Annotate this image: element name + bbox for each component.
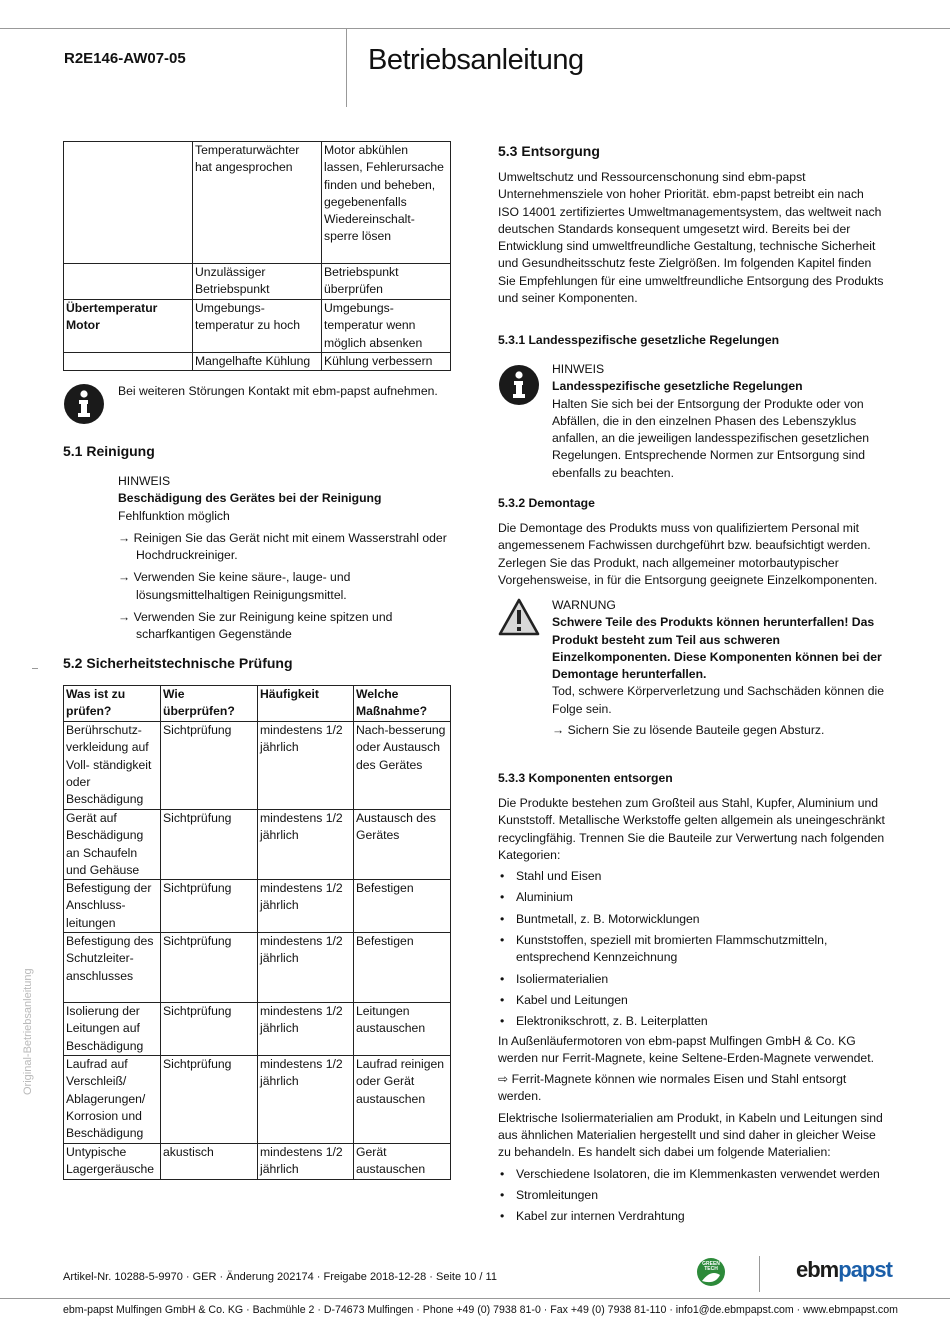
warning-action: → Sichern Sie zu lösende Bauteile gegen Absturz. (552, 723, 825, 738)
table-cell: Umgebungs-temperatur wenn möglich absenken (322, 300, 451, 353)
table-header-row (64, 686, 451, 722)
table-row (64, 722, 451, 810)
table-cell: Gerät auf Beschädigung an Schaufeln und Gehäuse (64, 810, 161, 880)
table-row (64, 264, 451, 300)
section-heading-5-3-2: 5.3.2 Demontage (498, 496, 595, 510)
list-item: • Elektronikschrott, z. B. Leiterplatten (498, 1013, 890, 1030)
table-cell: Sichtprüfung (161, 722, 258, 810)
table-cell: Befestigen (354, 880, 451, 933)
paragraph: Elektrische Isoliermaterialien am Produkt, in Kabeln und Leitungen sind aus ähnlichen Materialien hergestellt und sind daher in gleicher Weise zu behandeln. Es handelt sich dabei um folgende Materialien: (498, 1110, 883, 1160)
table-cell: Kühlung verbessern (322, 353, 451, 371)
table-row (64, 1144, 451, 1180)
table-cell: mindestens 1/2 jährlich (258, 1144, 354, 1180)
paragraph: In Außenläufermotoren von ebm-papst Mulfingen GmbH & Co. KG werden nur Ferrit-Magnete, keine Seltene-Erden-Magnete verwendet. (498, 1033, 874, 1065)
hint-item: ⇨ Ferrit-Magnete können wie normales Eisen und Stahl entsorgt werden. (498, 1072, 847, 1104)
list-item: • Verschiedene Isolatoren, die im Klemmenkasten verwendet werden (498, 1166, 890, 1183)
table-cell: Laufrad auf Verschleiß/ Ablagerungen/ Korrosion und Beschädigung (64, 1056, 161, 1144)
column-header: Welche Maßnahme? (354, 686, 451, 722)
table-cell: mindestens 1/2 jährlich (258, 933, 354, 1003)
note-title: Landesspezifische gesetzliche Regelungen (552, 379, 803, 394)
ebmpapst-logo (796, 1257, 892, 1283)
table-cell (64, 264, 193, 300)
table-cell: Sichtprüfung (161, 810, 258, 880)
table-cell: Sichtprüfung (161, 1003, 258, 1056)
note-label: HINWEIS (118, 474, 171, 488)
list-item: • Aluminium (498, 889, 890, 906)
list-item: • Stahl und Eisen (498, 868, 890, 885)
list-item: • Kabel und Leitungen (498, 992, 890, 1009)
contact-note: Bei weiteren Störungen Kontakt mit ebm-papst aufnehmen. (118, 384, 438, 398)
note-label: HINWEIS (552, 362, 605, 376)
table-cell: Berührschutz-verkleidung auf Voll- ständigkeit oder Beschädigung (64, 722, 161, 810)
table-cell: Übertemperatur Motor (64, 300, 193, 353)
footer-rule (0, 1298, 950, 1299)
note-text: Halten Sie sich bei der Entsorgung der Produkte oder von Abfällen, die in den einzelnen Phasen des Lebenszyklus anfallen, an die jeweiligen landesspezifischen gesetzlichen Regelungen. Entsprechende Normen zur Entsorgung sind ebenfalls zu beachten. (552, 396, 870, 480)
table-cell: Sichtprüfung (161, 880, 258, 933)
column-header: Was ist zu prüfen? (64, 686, 161, 722)
table-row (64, 1003, 451, 1056)
list-item: • Stromleitungen (498, 1187, 890, 1204)
footer-divider (759, 1256, 760, 1292)
table-cell: Befestigen (354, 933, 451, 1003)
column-header: Wie überprüfen? (161, 686, 258, 722)
section-heading-5-3-3: 5.3.3 Komponenten entsorgen (498, 771, 673, 785)
section-heading-5-3: 5.3 Entsorgung (498, 143, 600, 159)
disassembly-text: Die Demontage des Produkts muss von qualifiziertem Personal mit angemessenem Fachwissen durchgeführt bzw. beaufsichtigt werden. Zerlegen Sie das Produkt, nach allgemeiner motorbautypischer Vorgehensweise, in für die Entsorgung geeignete Einzelkomponenten. (498, 521, 878, 587)
table-row (64, 1056, 451, 1144)
section-heading-5-2: 5.2 Sicherheitstechnische Prüfung (63, 655, 293, 671)
document-title: Betriebsanleitung (368, 44, 584, 76)
table-cell: Isolierung der Leitungen auf Beschädigung (64, 1003, 161, 1056)
table-cell (64, 142, 193, 264)
table-row (64, 142, 451, 264)
warning-label: WARNUNG (552, 598, 616, 612)
table-row (64, 353, 451, 371)
table-cell: Umgebungs-temperatur zu hoch (193, 300, 322, 353)
table-cell: mindestens 1/2 jährlich (258, 1003, 354, 1056)
table-cell: Sichtprüfung (161, 1056, 258, 1144)
warning-icon (498, 598, 540, 641)
list-item: • Buntmetall, z. B. Motorwicklungen (498, 911, 890, 928)
table-cell: Austausch des Gerätes (354, 810, 451, 880)
list-item: → Verwenden Sie keine säure-, lauge- und lösungsmittelhaltigen Reinigungsmittel. (118, 570, 351, 602)
greentech-badge (697, 1258, 725, 1286)
logo-part-ebm: ebm (796, 1257, 839, 1282)
table-cell: Unzulässiger Betriebspunkt (193, 264, 322, 300)
table-row (64, 933, 451, 1003)
table-cell: Motor abkühlen lassen, Fehlerursache finden und beheben, gegebenenfalls Wiedereinschalt-sperre lösen (322, 142, 451, 264)
warning-title: Schwere Teile des Produkts können herunterfallen! Das Produkt besteht zum Teil aus schweren Einzelkomponenten. Diese Komponenten können bei der Demontage herunterfallen. (552, 615, 882, 682)
header-divider (346, 28, 347, 107)
column-header: Häufigkeit (258, 686, 354, 722)
table-cell: Befestigung der Anschluss-leitungen (64, 880, 161, 933)
note-text: Fehlfunktion möglich (118, 508, 230, 523)
table-cell: Befestigung des Schutzleiter-anschlusses (64, 933, 161, 1003)
table-cell: mindestens 1/2 jährlich (258, 810, 354, 880)
model-number: R2E146-AW07-05 (64, 50, 186, 67)
badge-label: GREEN TECH (702, 1261, 720, 1272)
table-cell: Leitungen austauschen (354, 1003, 451, 1056)
table-row (64, 880, 451, 933)
table-cell: Sichtprüfung (161, 933, 258, 1003)
list-item: • Isoliermaterialien (498, 971, 890, 988)
section-heading-5-3-1: 5.3.1 Landesspezifische gesetzliche Regelungen (498, 333, 780, 347)
inspection-table (63, 685, 451, 1180)
list-item: • Kunststoffen, speziell mit bromierten Flammschutzmitteln, entsprechend Kennzeichnung (498, 932, 890, 967)
logo-part-papst: papst (838, 1257, 892, 1282)
table-cell (64, 353, 193, 371)
article-info: Artikel-Nr. 10288-5-9970 · GER · Änderung 202174 · Freigabe 2018-12-28 · Seite 10 / 11 (63, 1271, 497, 1283)
table-cell: Temperaturwächter hat angesprochen (193, 142, 322, 264)
sidebar-label: Original-Betriebsanleitung (22, 968, 34, 1095)
table-row (64, 810, 451, 880)
table-cell: Betriebspunkt überprüfen (322, 264, 451, 300)
components-section (498, 795, 890, 1226)
info-icon (499, 365, 539, 405)
warning-block (552, 597, 888, 739)
disposal-intro: Umweltschutz und Ressourcenschonung sind ebm-papst Unternehmensziele von hoher Priorität. ebm-papst betreibt ein nach ISO 14001 zertifiziertes Umweltmanagementsystem, das weltweit nach deutschen Standards konsequent umgesetzt wird. Bereits bei der Entwicklung sind umweltfreundliche Gestaltung, technische Sicherheit und Gesundheitsschutz feste Zielgrößen. Im folgenden Kapitel finden Sie Empfehlungen für eine umweltfreundliche Entsorgung des Produkts und seiner Komponenten. (498, 170, 884, 306)
fault-table (63, 141, 451, 371)
cleaning-note (118, 473, 448, 644)
leaf-icon (697, 1271, 725, 1285)
info-icon (64, 384, 104, 424)
table-row (64, 300, 451, 353)
list-item: → Verwenden Sie zur Reinigung keine spitzen und scharfkantigen Gegenstände (118, 610, 393, 642)
margin-mark (32, 668, 38, 669)
section-heading-5-1: 5.1 Reinigung (63, 443, 155, 459)
note-title: Beschädigung des Gerätes bei der Reinigung (118, 491, 382, 506)
list-item: • Kabel zur internen Verdrahtung (498, 1208, 890, 1225)
table-cell: Nach-besserung oder Austausch des Gerätes (354, 722, 451, 810)
table-cell: akustisch (161, 1144, 258, 1180)
warning-text: Tod, schwere Körperverletzung und Sachschäden können die Folge sein. (552, 684, 884, 716)
regulations-note (552, 361, 870, 482)
list-item: → Reinigen Sie das Gerät nicht mit einem Wasserstrahl oder Hochdruckreiniger. (118, 530, 447, 563)
table-cell: Mangelhafte Kühlung (193, 353, 322, 371)
table-cell: mindestens 1/2 jährlich (258, 880, 354, 933)
table-cell: Untypische Lagergeräusche (64, 1144, 161, 1180)
table-cell: mindestens 1/2 jährlich (258, 1056, 354, 1144)
table-cell: Gerät austauschen (354, 1144, 451, 1180)
table-cell: mindestens 1/2 jährlich (258, 722, 354, 810)
header-rule (0, 28, 950, 29)
table-cell: Laufrad reinigen oder Gerät austauschen (354, 1056, 451, 1144)
company-info: ebm-papst Mulfingen GmbH & Co. KG · Bachmühle 2 · D-74673 Mulfingen · Phone +49 (0) 7938 81-0 · Fax +49 (0) 7938 81-110 · info1@de.ebmpapst.com · www.ebmpapst.com (63, 1304, 898, 1316)
paragraph: Die Produkte bestehen zum Großteil aus Stahl, Kupfer, Aluminium und Kunststoff. Metallische Werkstoffe gelten allgemein als uneingeschränkt recyclingfähig. Trennen Sie die Bauteile zur Verwertung nach folgenden Kategorien: (498, 796, 885, 862)
